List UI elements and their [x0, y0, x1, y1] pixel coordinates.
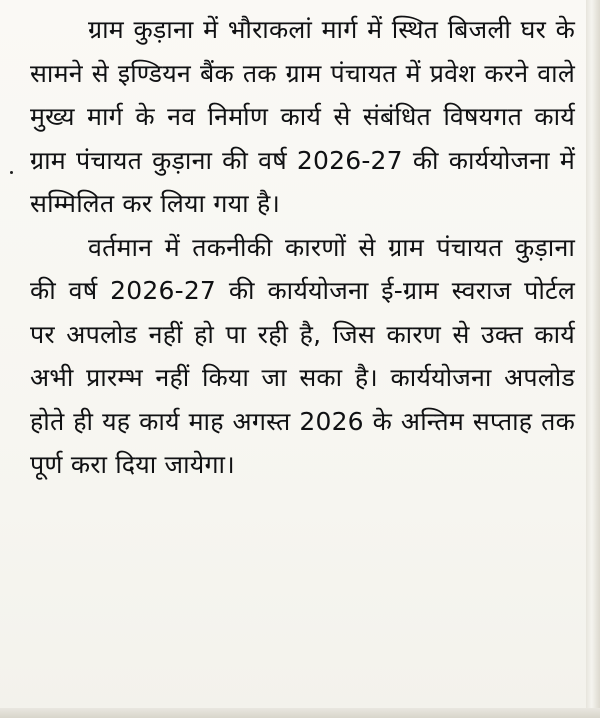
page-edge-right: [586, 0, 600, 718]
margin-mark: [10, 171, 13, 174]
paragraph-work-plan-inclusion: ग्राम कुड़ाना में भौराकलां मार्ग में स्थित बिजली घर के सामने से इण्डियन बैंक तक ग्राम पंचायत में प्रवेश करने वाले मुख्य मार्ग के नव निर्माण कार्य से संबंधित विषयगत कार्य ग्राम पंचायत कुड़ाना की वर्ष 2026-27 की कार्ययोजना में सम्मिलित कर लिया गया है।: [30, 15, 575, 218]
document-body: [30, 8, 575, 487]
paragraph-upload-status: वर्तमान में तकनीकी कारणों से ग्राम पंचायत कुड़ाना की वर्ष 2026-27 की कार्ययोजना ई-ग्राम स्वराज पोर्टल पर अपलोड नहीं हो पा रही है, जिस कारण से उक्त कार्य अभी प्रारम्भ नहीं किया जा सका है। कार्ययोजना अपलोड होते ही यह कार्य माह अगस्त 2026 के अन्तिम सप्ताह तक पूर्ण करा दिया जायेगा।: [30, 232, 575, 479]
page-edge-bottom: [0, 708, 600, 718]
